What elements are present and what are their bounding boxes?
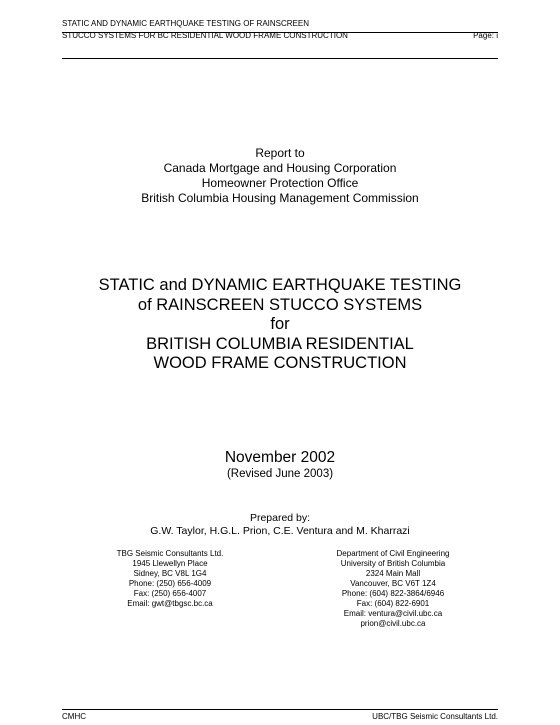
address-line: Fax: (250) 656-4007 (133, 589, 207, 598)
recipient-bchmc: British Columbia Housing Management Commission (141, 191, 419, 205)
footer-left: CMHC (62, 712, 86, 721)
report-title (62, 276, 498, 374)
revision-date: (Revised June 2003) (226, 468, 334, 480)
running-header (62, 18, 498, 42)
address-line: Vancouver, BC V6T 1Z4 (350, 579, 436, 588)
report-to-label: Report to (255, 146, 305, 160)
tbg-address-block (95, 549, 245, 609)
address-line: 2324 Main Mall (365, 569, 421, 578)
title-line-3: for (270, 315, 290, 333)
running-footer (62, 712, 498, 722)
header-bottom-rule (62, 58, 498, 59)
recipient-cmhc: Canada Mortgage and Housing Corporation (163, 161, 397, 175)
report-to-block (62, 146, 498, 206)
address-line: University of British Columbia (340, 559, 446, 568)
header-row-1 (62, 18, 498, 30)
title-line-5: WOOD FRAME CONSTRUCTION (153, 354, 407, 372)
prepared-by-label: Prepared by: (249, 512, 311, 524)
footer-right: UBC/TBG Seismic Consultants Ltd. (372, 712, 498, 721)
address-line: Sidney, BC V8L 1G4 (133, 569, 207, 578)
address-line: Phone: (250) 656-4009 (128, 579, 212, 588)
address-line: TBG Seismic Consultants Ltd. (116, 549, 224, 558)
recipient-hpo: Homeowner Protection Office (201, 176, 359, 190)
header-top-rule (62, 32, 498, 33)
authors: G.W. Taylor, H.G.L. Prion, C.E. Ventura and M. Kharrazi (150, 525, 410, 537)
address-line: Fax: (604) 822-6901 (356, 599, 430, 608)
title-line-4: BRITISH COLUMBIA RESIDENTIAL (146, 334, 414, 353)
ubc-address-block (308, 549, 478, 629)
title-line-1: STATIC and DYNAMIC EARTHQUAKE TESTING (98, 276, 462, 294)
address-line: Email: ventura@civil.ubc.ca (343, 609, 443, 618)
page-number: Page: i (473, 31, 498, 40)
report-date: November 2002 (224, 449, 336, 466)
address-line: Department of Civil Engineering (336, 549, 450, 558)
address-line: prion@civil.ubc.ca (360, 619, 426, 628)
header-title-line-1: STATIC AND DYNAMIC EARTHQUAKE TESTING OF RAINSCREEN (62, 19, 309, 28)
address-line: Phone: (604) 822-3864/6946 (341, 589, 445, 598)
footer-rule (62, 709, 498, 710)
header-title-line-2: STUCCO SYSTEMS FOR BC RESIDENTIAL WOOD FRAME CONSTRUCTION (62, 31, 348, 40)
address-line: Email: gwt@tbgsc.bc.ca (127, 599, 213, 608)
address-line: 1945 Llewellyn Place (132, 559, 208, 568)
title-line-2: of RAINSCREEN STUCCO SYSTEMS (137, 295, 423, 314)
